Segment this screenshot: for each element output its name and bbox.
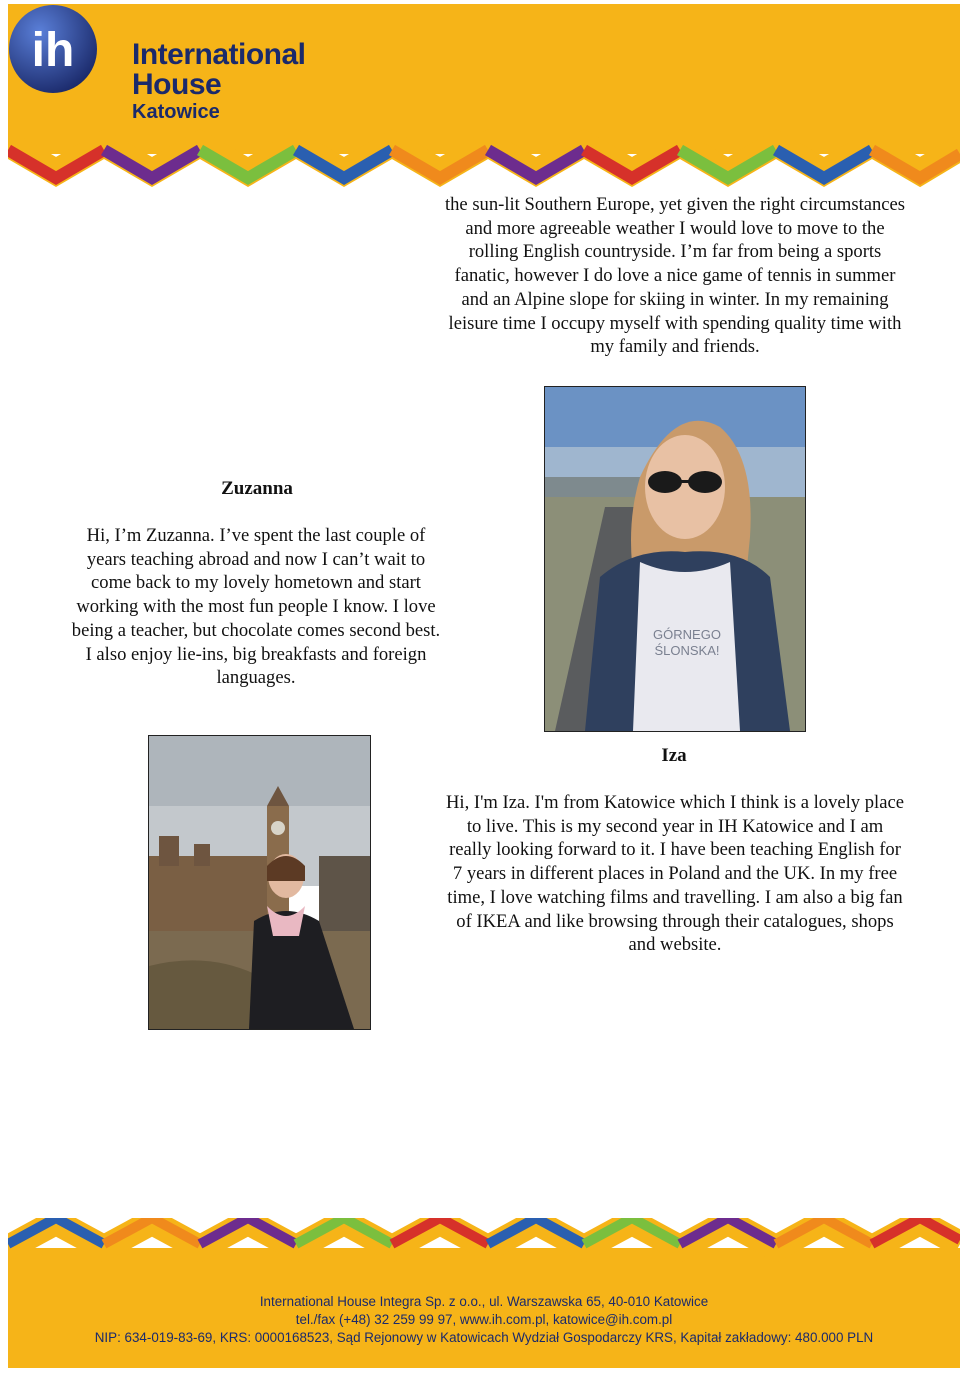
zuzanna-bio: Hi, I’m Zuzanna. I’ve spent the last couple of years teaching abroad and now I can’t wait to come back to my lovely hometown and start working with the most fun people I know. I love being a teacher, but chocolate comes second best. I also enjoy lie-ins, big breakfasts and foreign languages. bbox=[71, 525, 441, 689]
zuzanna-heading: Zuzanna bbox=[221, 478, 293, 499]
brand-line-international: International bbox=[132, 38, 306, 71]
footer-registration: NIP: 634-019-83-69, KRS: 0000168523, Sąd Rejonowy w Katowicach Wydział Gospodarczy KRS, Kapitał zakładowy: 480.000 PLN bbox=[94, 1330, 874, 1345]
page-header bbox=[8, 4, 960, 194]
iza-photo bbox=[148, 735, 371, 1030]
brand-line-katowice: Katowice bbox=[132, 101, 220, 123]
svg-text:ŚLONSKA!: ŚLONSKA! bbox=[654, 643, 720, 658]
intro-paragraph: the sun-lit Southern Europe, yet given the right circumstances and more agreeable weather I would love to move to the rolling English countryside. I’m far from being a sports fanatic, however I do love a nice game of tennis in summer and an Alpine slope for skiing in winter. In my remaining leisure time I occupy myself with spending quality time with my family and friends. bbox=[444, 194, 906, 358]
footer-address: International House Integra Sp. z o.o., ul. Warszawska 65, 40-010 Katowice bbox=[259, 1294, 709, 1309]
footer-phone-web: tel./fax (+48) 32 259 99 97, www.ih.com.pl, katowice@ih.com.pl bbox=[295, 1312, 673, 1327]
zuzanna-photo bbox=[544, 386, 806, 732]
brand-line-house: House bbox=[132, 68, 222, 101]
brand-wordmark bbox=[132, 40, 306, 122]
iza-heading: Iza bbox=[661, 745, 687, 766]
page-footer bbox=[8, 1218, 960, 1368]
svg-text:ih: ih bbox=[31, 24, 75, 77]
svg-text:GÓRNEGO: GÓRNEGO bbox=[653, 627, 721, 642]
footer-contact bbox=[8, 1293, 960, 1347]
iza-bio: Hi, I'm Iza. I'm from Katowice which I think is a lovely place to live. This is my second year in IH Katowice and I am really looking forward to it. I have been teaching English for 7 years in different places in Poland and the UK. In my free time, I love watching films and travelling. I am also a big fan of IKEA and like browsing through their catalogues, shops and website. bbox=[446, 792, 904, 956]
ih-logo-icon bbox=[8, 4, 98, 94]
